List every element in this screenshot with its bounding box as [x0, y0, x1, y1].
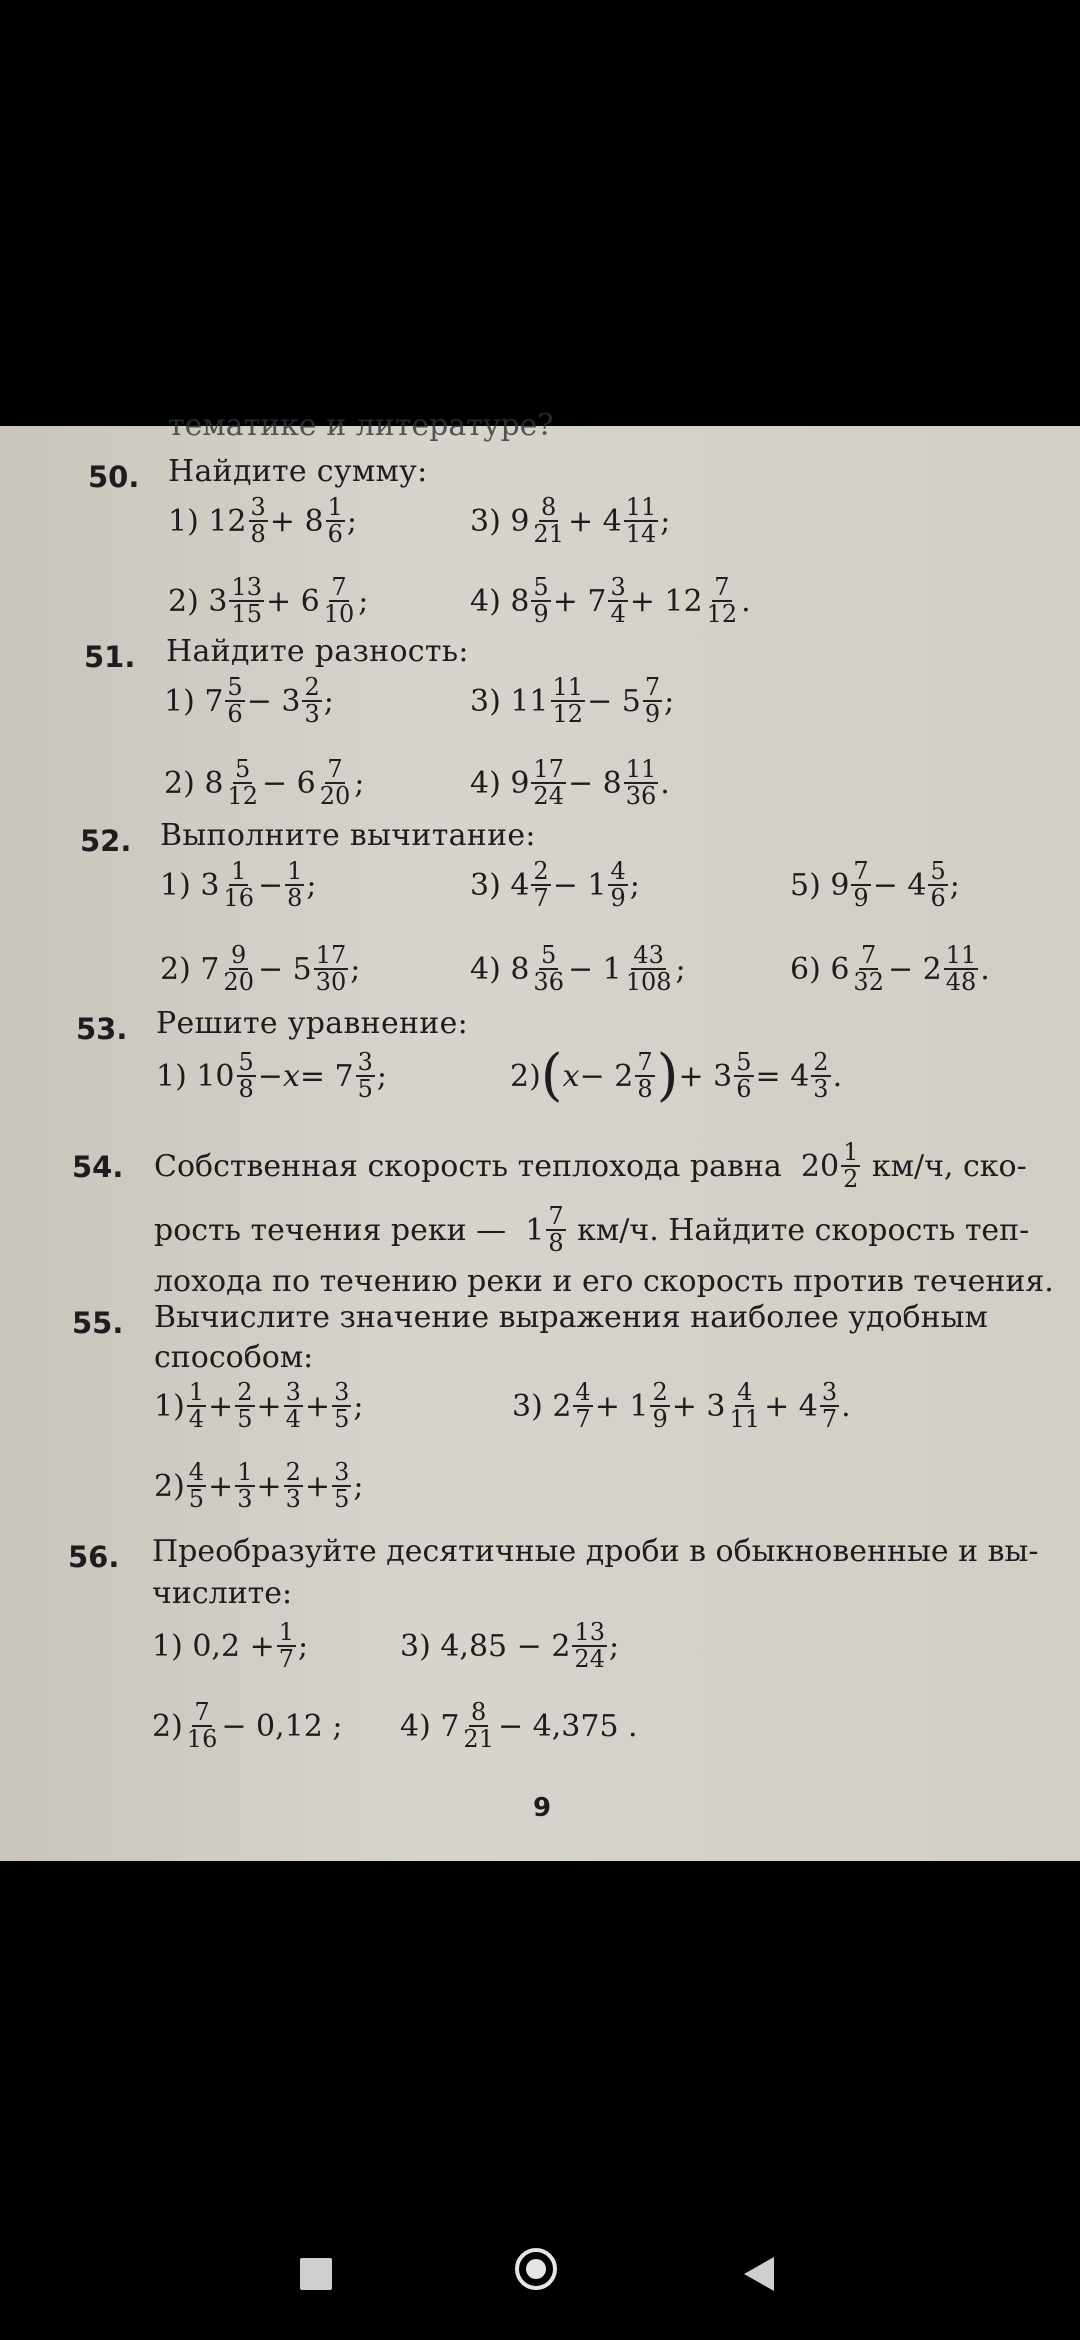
problem-56-number: 56.	[68, 1540, 120, 1574]
problem-50-item-4: 4) 8 $\frac{5}{9}$ + 7 $\frac{3}{4}$ + 12 $\frac{7}{12}$ .	[470, 572, 751, 628]
problem-56-item-2: 2) $\frac{7}{16}$ − 0,12 ;	[152, 1697, 343, 1753]
page-number: 9	[533, 1793, 552, 1823]
problem-50-title: Найдите сумму:	[168, 454, 428, 489]
back-triangle-icon[interactable]	[744, 2257, 774, 2291]
problem-51-item-3: 3) 11 $\frac{11}{12}$ − 5 $\frac{7}{9}$ ;	[470, 672, 675, 728]
problem-55-item-2: 2) $\frac{4}{5}$ + $\frac{1}{3}$ + $\frac{2}{3}$ + $\frac{3}{5}$ ;	[154, 1457, 364, 1513]
problem-52-item-4: 4) 8 $\frac{5}{36}$ − 1 $\frac{43}{108}$ ;	[470, 940, 686, 996]
problem-51-item-1: 1) 7 $\frac{5}{6}$ − 3 $\frac{2}{3}$ ;	[164, 672, 334, 728]
problem-56-line-2: числите:	[152, 1576, 293, 1611]
problem-51-item-2: 2) 8 $\frac{5}{12}$ − 6 $\frac{7}{20}$ ;	[164, 754, 365, 810]
problem-54-line-2: рость течения реки — 1 $\frac{7}{8}$ км/ч. Найдите скорость теп-	[154, 1201, 1030, 1257]
problem-56-item-4: 4) 7 $\frac{8}{21}$ − 4,375 .	[400, 1697, 638, 1753]
problem-50-number: 50.	[88, 460, 140, 494]
problem-54-line-3: лохода по течению реки и его скорость против течения.	[154, 1264, 1054, 1299]
problem-54-line-1-b: км/ч, ско-	[871, 1148, 1027, 1184]
problem-56-item-1: 1) 0,2 + $\frac{1}{7}$ ;	[152, 1617, 309, 1673]
home-circle-icon[interactable]	[515, 2248, 557, 2290]
problem-55-item-3: 3) 2 $\frac{4}{7}$ + 1 $\frac{2}{9}$ + 3 $\frac{4}{11}$ + 4 $\frac{3}{7}$ .	[512, 1377, 851, 1433]
recents-square-icon[interactable]	[300, 2258, 332, 2290]
problem-55-number: 55.	[72, 1306, 124, 1340]
problem-52-title: Выполните вычитание:	[160, 818, 536, 853]
problem-53-item-1: 1) 10 $\frac{5}{8}$ − x = 7 $\frac{3}{5}$ ;	[156, 1047, 388, 1103]
problem-50-item-1: 1) 12 $\frac{3}{8}$ + 8 $\frac{1}{6}$ ;	[168, 492, 357, 548]
problem-54-number: 54.	[72, 1150, 124, 1184]
problem-53-item-2: 2) ( x − 2 $\frac{7}{8}$ ) + 3 $\frac{5}{6}$ = 4 $\frac{2}{3}$ .	[510, 1043, 843, 1108]
problem-52-item-3: 3) 4 $\frac{2}{7}$ − 1 $\frac{4}{9}$ ;	[470, 856, 640, 912]
problem-52-item-6: 6) 6 $\frac{7}{32}$ − 2 $\frac{11}{48}$ .	[790, 940, 990, 996]
problem-54-line-2-b: км/ч. Найдите скорость теп-	[577, 1212, 1030, 1248]
problem-52-item-1: 1) 3 $\frac{1}{16}$ − $\frac{1}{8}$ ;	[160, 856, 317, 912]
problem-52-number: 52.	[80, 824, 132, 858]
problem-53-number: 53.	[76, 1012, 128, 1046]
problem-55-line-2: способом:	[154, 1340, 314, 1375]
problem-53-title: Решите уравнение:	[156, 1006, 469, 1041]
problem-51-title: Найдите разность:	[166, 634, 469, 669]
problem-52-item-5: 5) 9 $\frac{7}{9}$ − 4 $\frac{5}{6}$ ;	[790, 856, 960, 912]
problem-52-item-2: 2) 7 $\frac{9}{20}$ − 5 $\frac{17}{30}$ ;	[160, 940, 361, 996]
problem-56-line-1: Преобразуйте десятичные дроби в обыкновенные и вы-	[152, 1534, 1039, 1569]
problem-54-line-1: Собственная скорость теплохода равна 20 $\frac{1}{2}$ км/ч, ско-	[154, 1137, 1027, 1193]
problem-56-item-3: 3) 4,85 − 2 $\frac{13}{24}$ ;	[400, 1617, 620, 1673]
problem-51-number: 51.	[84, 640, 136, 674]
problem-55-item-1: 1) $\frac{1}{4}$ + $\frac{2}{5}$ + $\frac{3}{4}$ + $\frac{3}{5}$ ;	[154, 1377, 364, 1433]
problem-51-item-4: 4) 9 $\frac{17}{24}$ − 8 $\frac{11}{36}$ .	[470, 754, 670, 810]
textbook-page-photo	[0, 408, 1080, 1861]
problem-55-line-1: Вычислите значение выражения наиболее удобным	[154, 1300, 988, 1335]
problem-54-line-1-a: Собственная скорость теплохода равна	[154, 1148, 782, 1184]
problem-50-item-3: 3) 9 $\frac{8}{21}$ + 4 $\frac{11}{14}$ ;	[470, 492, 671, 548]
cut-off-line: тематике и литературе?	[168, 408, 554, 443]
problem-50-item-2: 2) 3 $\frac{13}{15}$ + 6 $\frac{7}{10}$ ;	[168, 572, 369, 628]
problem-54-line-2-a: рость течения реки —	[154, 1212, 507, 1248]
